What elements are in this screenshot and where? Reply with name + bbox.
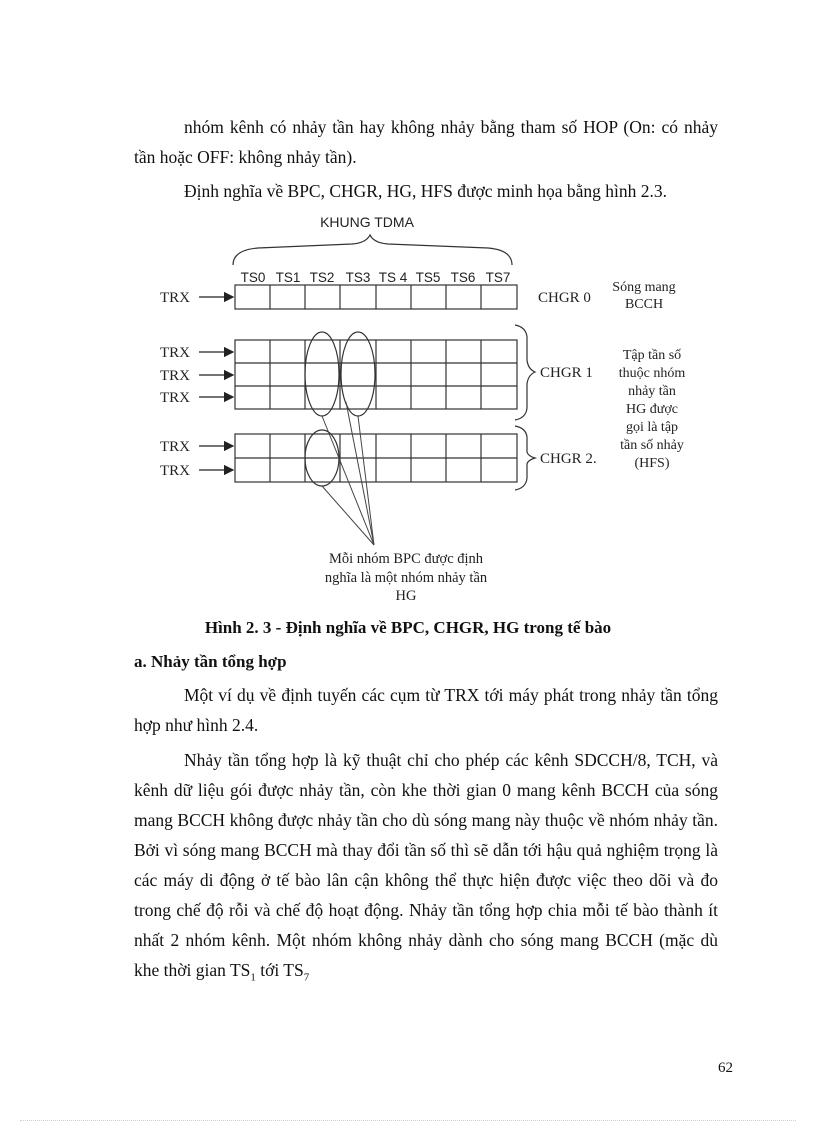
chgr0-grid xyxy=(235,285,517,309)
svg-text:nhảy tần: nhảy tần xyxy=(628,384,676,399)
paragraph-example: Một ví dụ về định tuyến các cụm từ TRX tới máy phát trong nhảy tần tổng hợp như hình 2.4. xyxy=(134,685,718,735)
trx-label: TRX xyxy=(160,368,190,384)
chgr2-label: CHGR 2. xyxy=(540,451,597,467)
svg-text:(HFS): (HFS) xyxy=(634,456,670,471)
page-number: 62 xyxy=(718,1060,733,1076)
chgr1-label: CHGR 1 xyxy=(540,365,593,381)
svg-text:tần số nhảy: tần số nhảy xyxy=(620,438,684,453)
svg-text:nghĩa là một nhóm nhảy tần: nghĩa là một nhóm nhảy tần xyxy=(324,570,488,586)
paragraph-synthesized-hopping: Nhảy tần tổng hợp là kỹ thuật chỉ cho phép các kênh SDCCH/8, TCH, và kênh dữ liệu gói được nhảy tần, còn khe thời gian 0 mang kênh BCCH của sóng mang BCCH không được nhảy tần cho dù sóng mang này thuộc về nhóm nhảy tần. Bởi vì sóng mang BCCH mà thay đổi tần số thì sẽ dẫn tới hậu quả nghiệm trọng là các máy di động ở tế bào lân cận không thể thực hiện được việc theo dõi và đo trong chế độ rỗi và chế độ hoạt động. Nhảy tần tổng hợp chia mỗi tế bào thành ít nhất 2 nhóm kênh. Một nhóm không nhảy dành cho sóng mang BCCH (mặc dù khe thời gian $TS_1$ tới $TS_7$ xyxy=(134,750,718,984)
chgr0-label: CHGR 0 xyxy=(538,290,591,306)
trx-label: TRX xyxy=(160,345,190,361)
svg-text:HG được: HG được xyxy=(626,402,678,417)
chgr1-grid xyxy=(235,340,517,409)
timeslot-label: TS2 xyxy=(309,270,335,285)
timeslot-label: TS7 xyxy=(485,270,511,285)
timeslot-label: TS5 xyxy=(415,270,441,285)
bcch-note-line: Sóng mang xyxy=(612,280,676,295)
trx-label: TRX xyxy=(160,463,190,479)
timeslot-label: TS3 xyxy=(345,270,371,285)
footer-divider xyxy=(20,1120,796,1121)
svg-text:HG: HG xyxy=(395,588,417,604)
chgr1-brace xyxy=(515,325,535,420)
chgr2-grid xyxy=(235,434,517,482)
figure-caption: Hình 2. 3 - Định nghĩa về BPC, CHGR, HG trong tế bào xyxy=(204,618,612,637)
svg-text:Mỗi nhóm BPC được định: Mỗi nhóm BPC được định xyxy=(328,551,484,567)
bpc-note xyxy=(325,551,488,604)
svg-text:thuộc nhóm: thuộc nhóm xyxy=(618,366,686,381)
frame-brace xyxy=(233,235,512,265)
ts7-term: $TS_7$ xyxy=(283,960,310,984)
section-heading: a. Nhảy tần tổng hợp xyxy=(134,652,287,671)
svg-text:gọi là tập: gọi là tập xyxy=(625,420,679,435)
paragraph-continuation: nhóm kênh có nhảy tần hay không nhảy bằng tham số HOP (On: có nhảy tần hoặc OFF: không nhảy tần). xyxy=(134,117,718,167)
timeslot-label: TS 4 xyxy=(378,270,408,285)
trx-label: TRX xyxy=(160,290,190,306)
ts1-term: $TS_1$ xyxy=(229,960,256,984)
bcch-note-line: BCCH xyxy=(624,297,664,312)
trx-label: TRX xyxy=(160,390,190,406)
chgr2-brace xyxy=(515,426,535,490)
paragraph-figure-intro: Định nghĩa về BPC, CHGR, HG, HFS được minh họa bằng hình 2.3. xyxy=(184,181,667,201)
timeslot-label: TS6 xyxy=(450,270,476,285)
svg-text:Tập tần số: Tập tần số xyxy=(622,348,682,363)
hfs-note xyxy=(619,348,686,471)
trx-label: TRX xyxy=(160,439,190,455)
frame-label: KHUNG TDMA xyxy=(320,214,414,230)
trx-inputs xyxy=(160,290,233,479)
timeslot-labels xyxy=(241,270,511,285)
timeslot-label: TS0 xyxy=(240,270,266,285)
paragraph-text: Nhảy tần tổng hợp là kỹ thuật chỉ cho phép các kênh SDCCH/8, TCH, và kênh dữ liệu gói được nhảy tần, còn khe thời gian 0 mang kênh BCCH của sóng mang BCCH không được nhảy tần cho dù sóng mang này thuộc về nhóm nhảy tần. Bởi vì sóng mang BCCH mà thay đổi tần số thì sẽ dẫn tới hậu quả nghiệm trọng là các máy di động ở tế bào lân cận không thể thực hiện được việc theo dõi và đo trong chế độ rỗi và chế độ hoạt động. Nhảy tần tổng hợp chia mỗi tế bào thành ít nhất 2 nhóm kênh. Một nhóm không nhảy dành cho sóng mang BCCH (mặc dù khe thời gian xyxy=(134,750,718,980)
bpc-pointer-lines xyxy=(322,402,374,545)
bpc-ellipse xyxy=(305,332,339,416)
timeslot-label: TS1 xyxy=(275,270,301,285)
